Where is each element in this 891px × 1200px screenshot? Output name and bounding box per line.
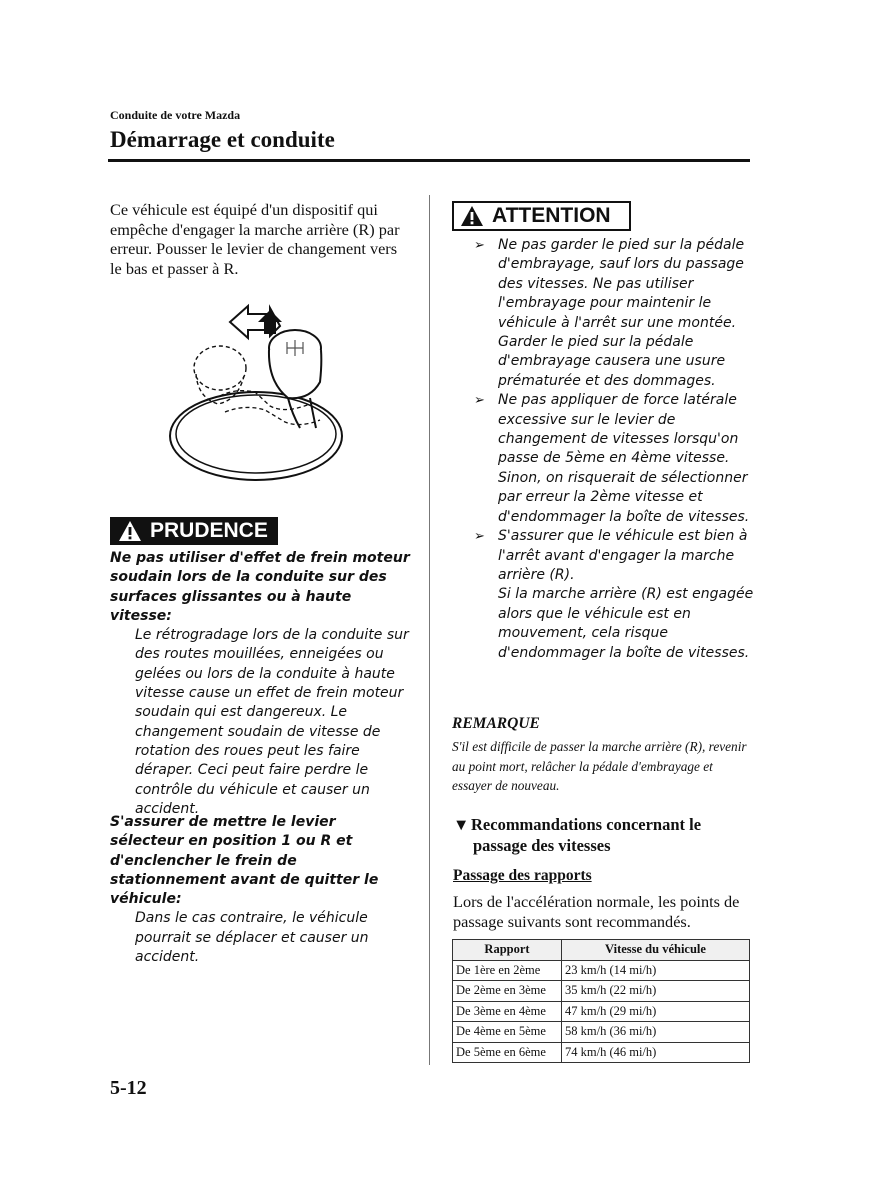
table-cell: 58 km/h (36 mi/h) (562, 1022, 750, 1043)
table-cell: 35 km/h (22 mi/h) (562, 981, 750, 1002)
prudence-item-2-lead: S'assurer de mettre le levier sélecteur en position 1 ou R et d'enclencher le frein de stationnement avant de quitter le véhicule: (110, 814, 379, 908)
table-row (453, 1042, 750, 1063)
arrow-bullet-icon: ➢ (474, 238, 485, 253)
prudence-item-2-body: Dans le cas contraire, le véhicule pourrait se déplacer et causer un accident. (135, 910, 369, 966)
table-cell: 23 km/h (14 mi/h) (562, 960, 750, 981)
table-row (453, 960, 750, 981)
prudence-item-1-lead: Ne pas utiliser d'effet de frein moteur soudain lors de la conduite sur des surfaces glissantes ou à haute vitesse: (110, 550, 410, 624)
page-number: 5-12 (110, 1077, 147, 1099)
table-cell: 47 km/h (29 mi/h) (562, 1001, 750, 1022)
table-cell: De 5ème en 6ème (453, 1042, 562, 1063)
table-cell: De 3ème en 4ème (453, 1001, 562, 1022)
table-cell: 74 km/h (46 mi/h) (562, 1042, 750, 1063)
table-row (453, 1022, 750, 1043)
gear-shift-reverse-illustration (160, 296, 360, 496)
arrow-bullet-icon: ➢ (474, 393, 485, 409)
table-row (453, 1001, 750, 1022)
warning-triangle-icon (460, 205, 484, 227)
section-name: Conduite de votre Mazda (110, 108, 241, 122)
triangle-down-icon: ▼ (453, 815, 470, 834)
arrow-bullet-icon: ➢ (474, 529, 485, 545)
attention-item: ➢ S'assurer que le véhicule est bien à l'arrêt avant d'engager la marche arrière (R). Si la marche arrière (R) est engagée alors que le véhicule est en mouvement, cela risque d'endommager la boîte de vitesses. (474, 528, 754, 661)
attention-label: ATTENTION (492, 204, 611, 227)
table-row (453, 981, 750, 1002)
remarque-title: REMARQUE (452, 715, 540, 732)
page-header (110, 108, 335, 153)
table-cell: De 1ère en 2ème (453, 960, 562, 981)
table-header-row (453, 940, 750, 961)
prudence-item-2 (110, 813, 410, 967)
column-divider (429, 195, 430, 1065)
column-header: Vitesse du véhicule (562, 940, 750, 961)
attention-warning-label (452, 201, 631, 231)
remarque-body: S'il est difficile de passer la marche arrière (R), revenir au point mort, relâcher la pédale d'embrayage et essayer de nouveau. (452, 739, 747, 793)
intro-paragraph: Ce véhicule est équipé d'un dispositif qui empêche d'engager la marche arrière (R) par erreur. Pousser le levier de changement vers le bas et passer à R. (110, 200, 400, 278)
attention-item-continuation: Si la marche arrière (R) est engagée alors que le véhicule est en mouvement, cela risque d'endommager la boîte de vitesses. (498, 586, 754, 661)
left-column (110, 200, 410, 278)
prudence-label: PRUDENCE (150, 519, 268, 542)
attention-item: ➢ Ne pas garder le pied sur la pédale d'embrayage, sauf lors du passage des vitesses. Ne pas utiliser l'embrayage pour maintenir le véhicule à l'arrêt sur une montée. Garder le pied sur la pédale d'embrayage causera une usure prématurée et des dommages. (474, 237, 745, 389)
passage-title: Passage des rapports (453, 867, 592, 884)
table-cell: De 4ème en 5ème (453, 1022, 562, 1043)
prudence-item-1-body: Le rétrogradage lors de la conduite sur des routes mouillées, enneigées ou gelées ou lors de la conduite à haute vitesse cause un effet de frein moteur soudain qui est dangereux. Le changement soudain de vitesse de rotation des roues peut les faire déraper. Ceci peut faire perdre le contrôle du véhicule et causer un accident. (135, 627, 409, 817)
table-cell: De 2ème en 3ème (453, 981, 562, 1002)
section-heading: ▼ Recommandations concernant le passage des vitesses (453, 815, 702, 855)
attention-item: ➢ Ne pas appliquer de force latérale excessive sur le levier de changement de vitesses lorsqu'on passe de 5ème en 4ème vitesse. Sinon, on risquerait de sélectionner par erreur la 2ème vitesse et d'endommager la boîte de vitesses. (474, 392, 750, 525)
header-rule (108, 159, 750, 162)
shift-points-table (452, 939, 750, 1063)
column-header: Rapport (453, 940, 562, 961)
prudence-item-1 (110, 549, 410, 819)
passage-body: Lors de l'accélération normale, les points de passage suivants sont recommandés. (453, 892, 740, 931)
warning-triangle-icon (118, 520, 142, 542)
page-title: Démarrage et conduite (110, 127, 335, 152)
prudence-warning-label (110, 517, 278, 545)
attention-list (474, 236, 759, 663)
